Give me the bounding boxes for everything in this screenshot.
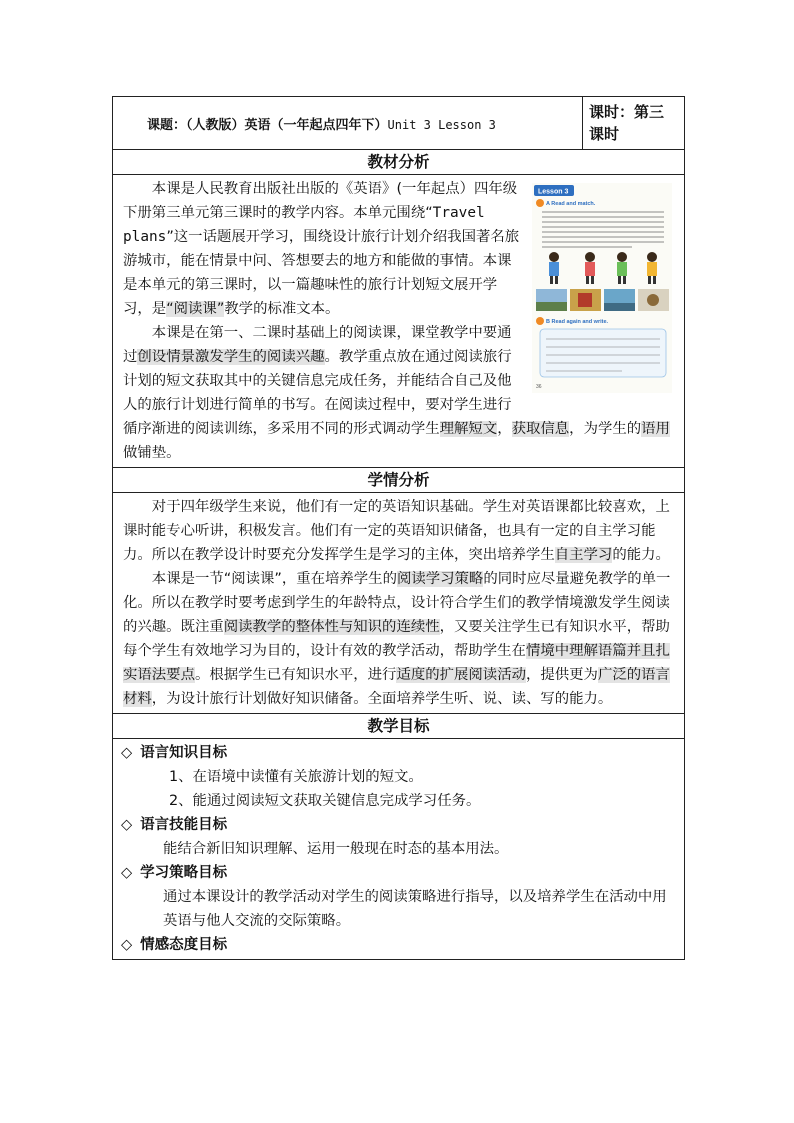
textbook-lesson-label: Lesson 3 — [538, 188, 569, 196]
material-heading-row — [113, 150, 685, 175]
textbook-page-number: 36 — [536, 384, 542, 390]
material-heading: 教材分析 — [113, 150, 685, 175]
goal-learning-strategy: ◇ 学习策略目标 — [121, 865, 228, 881]
title-row — [113, 97, 685, 150]
textbook-part-a: A Read and match. — [546, 201, 596, 207]
textbook-part-b: B Read again and write. — [546, 319, 609, 325]
students-body-row — [113, 493, 685, 714]
textbook-page-image — [532, 183, 672, 393]
students-heading-row — [113, 468, 685, 493]
lesson-period: 课时：第三课时 — [583, 97, 685, 150]
material-paragraph-1: 本课是人民教育出版社出版的《英语》(一年起点）四年级下册第三单元第三课时的教学内容。本单元围绕“Travel plans”这一话题展开学习，围绕设计旅行计划介绍我国著名旅游城市，能在情景中问、答想要去的地方和能做的事情。本课是本单元的第三课时，以一篇趣味性的旅行计划短文展开学习，是“阅读课”教学的标准文本。 — [123, 181, 520, 317]
goal-knowledge-item-2: 2、能通过阅读短文获取关键信息完成学习任务。 — [169, 793, 481, 809]
goal-language-skill: ◇ 语言技能目标 — [121, 817, 228, 833]
material-body — [113, 175, 685, 468]
diamond-bullet-icon: ◇ — [121, 817, 133, 833]
goals-body-row — [113, 739, 685, 960]
goals-heading: 教学目标 — [113, 714, 685, 739]
material-paragraph-2: 本课是在第一、二课时基础上的阅读课，课堂教学中要通过创设情景激发学生的阅读兴趣。教学重点放在通过阅读旅行计划的短文获取其中的关键信息完成任务，并能结合自己及他人的旅行计划进行简单的书写。在阅读过程中，要对学生进行循序渐进的阅读训练，多采用不同的形式调动学生理解短文，获取信息，为学生的语用做铺垫。 — [123, 325, 670, 461]
goal-skill-text: 能结合新旧知识理解、运用一般现在时态的基本用法。 — [163, 841, 509, 857]
students-body — [113, 493, 685, 714]
lesson-title — [113, 97, 583, 150]
goal-strategy-text: 通过本课设计的教学活动对学生的阅读策略进行指导，以及培养学生在活动中用英语与他人交流的交际策略。 — [163, 889, 667, 929]
lesson-title-en: Unit 3 Lesson 3 — [387, 117, 496, 132]
goals-heading-row — [113, 714, 685, 739]
diamond-bullet-icon: ◇ — [121, 937, 133, 953]
goal-knowledge-item-1: 1、在语境中读懂有关旅游计划的短文。 — [169, 769, 423, 785]
students-paragraph-2: 本课是一节“阅读课”，重在培养学生的阅读学习策略的同时应尽量避免教学的单一化。所以在教学时要考虑到学生的年龄特点，设计符合学生们的教学情境激发学生阅读的兴趣。既注重阅读教学的整体性与知识的连续性，又要关注学生已有知识水平，帮助每个学生有效地学习为目的，设计有效的教学活动，帮助学生在情境中理解语篇并且扎实语法要点。根据学生已有知识水平，进行适度的扩展阅读活动，提供更为广泛的语言材料，为设计旅行计划做好知识储备。全面培养学生听、说、读、写的能力。 — [123, 571, 671, 707]
lesson-title-cn: 课题：（人教版）英语（一年起点四年下） — [147, 117, 388, 133]
goal-emotion-attitude: ◇ 情感态度目标 — [121, 937, 228, 953]
goal-language-knowledge: ◇ 语言知识目标 — [121, 745, 228, 761]
diamond-bullet-icon: ◇ — [121, 745, 133, 761]
students-paragraph-1: 对于四年级学生来说，他们有一定的英语知识基础。学生对英语课都比较喜欢，上课时能专心听讲，积极发言。他们有一定的英语知识储备，也具有一定的自主学习能力。所以在教学设计时要充分发挥学生是学习的主体，突出培养学生自主学习的能力。 — [123, 499, 670, 563]
goals-body — [113, 739, 685, 960]
lesson-plan-table — [112, 96, 685, 960]
material-body-row — [113, 175, 685, 468]
lesson-plan-page — [112, 96, 684, 960]
students-heading: 学情分析 — [113, 468, 685, 493]
diamond-bullet-icon: ◇ — [121, 865, 133, 881]
